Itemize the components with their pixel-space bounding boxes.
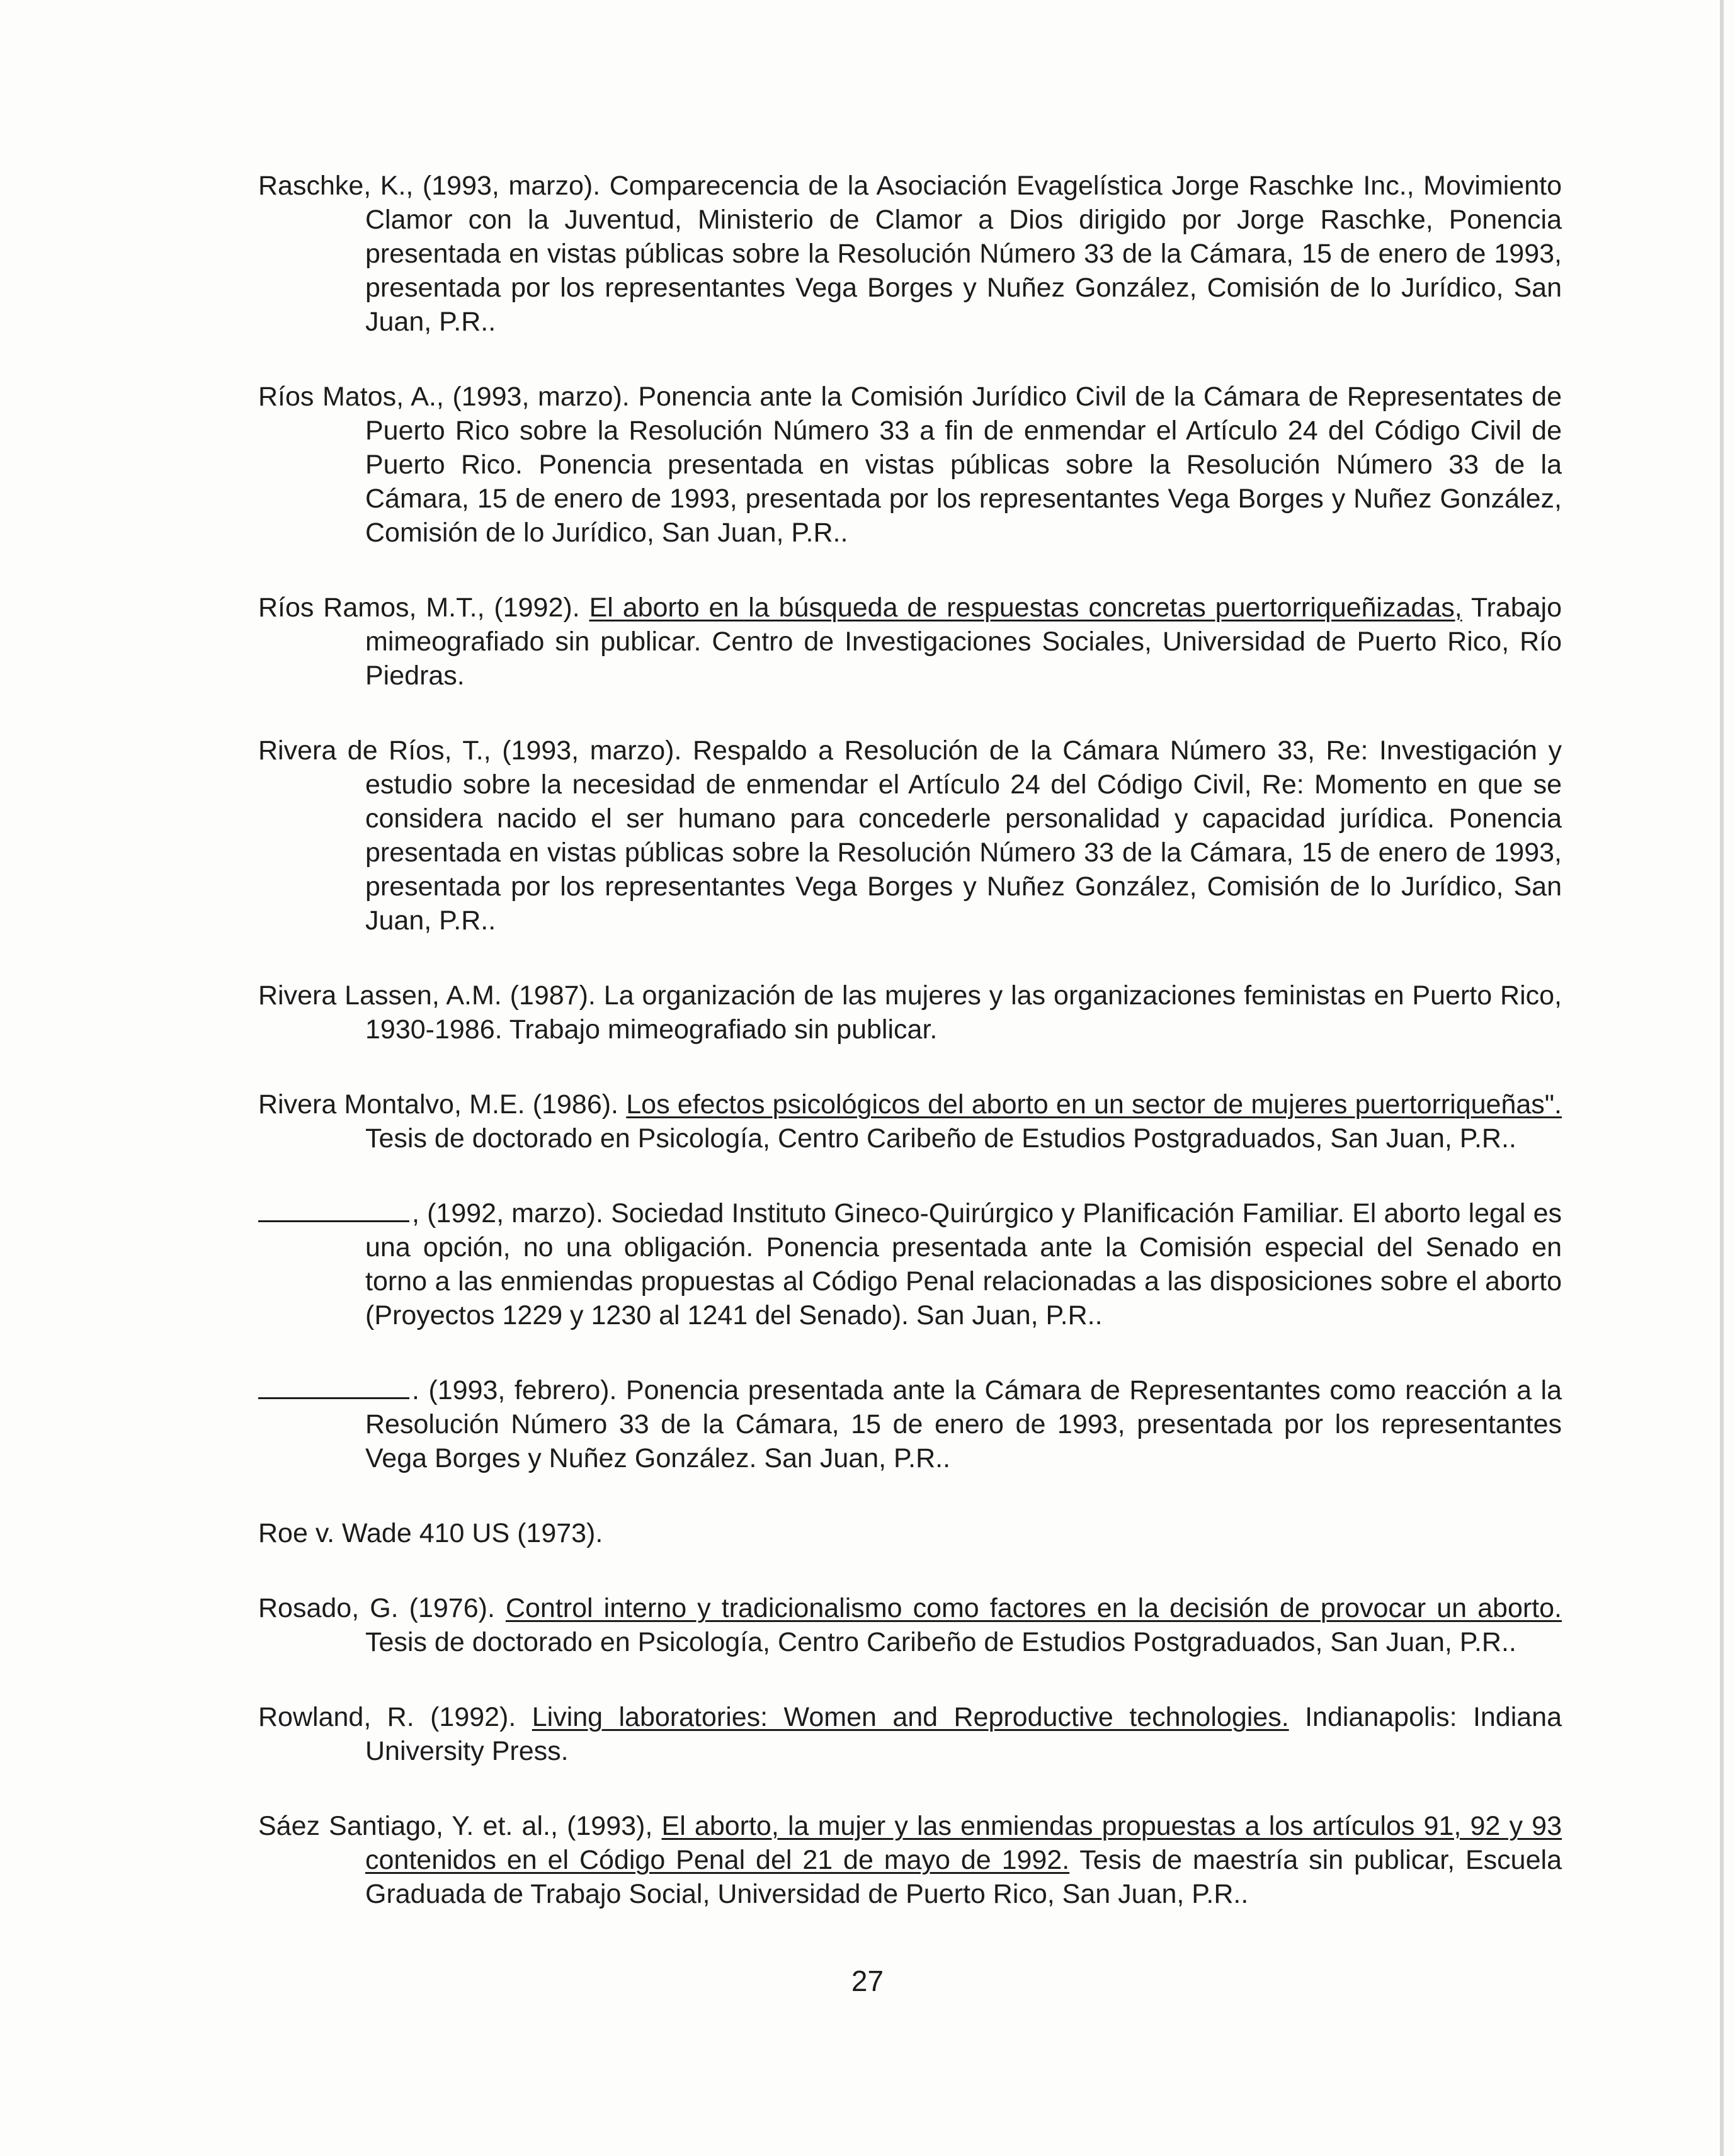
entry-title: El aborto en la búsqueda de respuestas concretas puertorriqueñizadas, xyxy=(589,593,1462,623)
bibliography-entry xyxy=(258,591,1562,693)
entry-title: Los efectos psicológicos del aborto en un sector de mujeres puertorriqueñas". xyxy=(626,1089,1562,1120)
entry-author: Rowland, R. (1992). xyxy=(258,1702,516,1732)
entry-text: Sociedad Instituto Gineco-Quirúrgico y Planificación Familiar. El aborto legal es una opción, no una obligación. Ponencia presentada ante la Comisión especial del Senado en torno a las enmiendas propuestas al Código Penal relacionadas a las disposiciones sobre el aborto (Proyectos 1229 y 1230 al 1241 del Senado). San Juan, P.R.. xyxy=(365,1198,1562,1330)
bibliography-entry xyxy=(258,169,1562,339)
entry-author: Rivera Montalvo, M.E. (1986). xyxy=(258,1089,619,1120)
bibliography-entry xyxy=(258,979,1562,1047)
entry-author: Ríos Ramos, M.T., (1992). xyxy=(258,593,580,623)
entry-author: Rivera de Ríos, T., (1993, marzo). xyxy=(258,735,682,766)
entry-title: El aborto, la mujer y las enmiendas propuestas a los artículos 91, 92 y 93 contenidos en el Código Penal del 21 de mayo de 1992. xyxy=(365,1811,1562,1875)
bibliography-entry xyxy=(258,1516,1562,1550)
bibliography-entry xyxy=(258,734,1562,938)
entry-text: Tesis de maestría sin publicar, Escuela Graduada de Trabajo Social, Universidad de Puerto Rico, San Juan, P.R.. xyxy=(365,1845,1562,1909)
bibliography-entry xyxy=(258,1700,1562,1768)
entry-author: Raschke, K., (1993, marzo). xyxy=(258,171,601,201)
repeated-author-dash xyxy=(258,1199,409,1222)
entry-text: Ponencia ante la Comisión Jurídico Civil de la Cámara de Representates de Puerto Rico sobre la Resolución Número 33 a fin de enmendar el Artículo 24 del Código Civil de Puerto Rico. Ponencia presentada en vistas públicas sobre la Resolución Número 33 de la Cámara, 15 de enero de 1993, presentada por los representantes Vega Borges y Nuñez González, Comisión de lo Jurídico, San Juan, P.R.. xyxy=(365,382,1562,548)
bibliography-list xyxy=(258,169,1562,1952)
entry-title: Control interno y tradicionalismo como factores en la decisión de provocar un aborto. xyxy=(505,1593,1562,1623)
entry-text: Comparecencia de la Asociación Evagelística Jorge Raschke Inc., Movimiento Clamor con la Juventud, Ministerio de Clamor a Dios dirigido por Jorge Raschke, Ponencia presentada en vistas públicas sobre la Resolución Número 33 de la Cámara, 15 de enero de 1993, presentada por los representantes Vega Borges y Nuñez González, Comisión de lo Jurídico, San Juan, P.R.. xyxy=(365,171,1562,337)
entry-text: Indianapolis: Indiana University Press. xyxy=(365,1702,1562,1766)
page-number: 27 xyxy=(851,1965,884,1997)
bibliography-entry xyxy=(258,1809,1562,1911)
entry-author: Rosado, G. (1976). xyxy=(258,1593,495,1623)
bibliography-entry xyxy=(258,1087,1562,1155)
entry-text: Respaldo a Resolución de la Cámara Número 33, Re: Investigación y estudio sobre la necesidad de enmendar el Artículo 24 del Código Civil, Re: Momento en que se considera nacido el ser humano para concederle personalidad y capacidad jurídica. Ponencia presentada en vistas públicas sobre la Resolución Número 33 de la Cámara, 15 de enero de 1993, presentada por los representantes Vega Borges y Nuñez González, Comisión de lo Jurídico, San Juan, P.R.. xyxy=(365,735,1562,936)
entry-author: Ríos Matos, A., (1993, marzo). xyxy=(258,382,630,412)
entry-author: Sáez Santiago, Y. et. al., (1993), xyxy=(258,1811,653,1841)
bibliography-entry xyxy=(258,1196,1562,1332)
entry-author: . (1993, febrero). xyxy=(412,1375,617,1405)
entry-title: Living laboratories: Women and Reproductive technologies. xyxy=(532,1702,1289,1732)
bibliography-entry xyxy=(258,380,1562,550)
bibliography-entry xyxy=(258,1591,1562,1659)
entry-text: Trabajo mimeografiado sin publicar. Centro de Investigaciones Sociales, Universidad de Puerto Rico, Río Piedras. xyxy=(365,593,1562,691)
entry-author: , (1992, marzo). xyxy=(412,1198,603,1228)
entry-text: La organización de las mujeres y las organizaciones feministas en Puerto Rico, 1930-1986. Trabajo mimeografiado sin publicar. xyxy=(365,980,1562,1045)
bibliography-entry xyxy=(258,1373,1562,1475)
scan-edge-shadow xyxy=(1720,0,1724,2156)
entry-author: Rivera Lassen, A.M. (1987). xyxy=(258,980,596,1011)
entry-author: Roe v. Wade 410 US (1973). xyxy=(258,1518,603,1548)
entry-text: Tesis de doctorado en Psicología, Centro Caribeño de Estudios Postgraduados, San Juan, P.R.. xyxy=(365,1123,1516,1154)
repeated-author-dash xyxy=(258,1376,409,1399)
entry-text: Tesis de doctorado en Psicología, Centro Caribeño de Estudios Postgraduados, San Juan, P.R.. xyxy=(365,1627,1516,1657)
entry-text: Ponencia presentada ante la Cámara de Representantes como reacción a la Resolución Número 33 de la Cámara, 15 de enero de 1993, presentada por los representantes Vega Borges y Nuñez González. San Juan, P.R.. xyxy=(365,1375,1562,1473)
